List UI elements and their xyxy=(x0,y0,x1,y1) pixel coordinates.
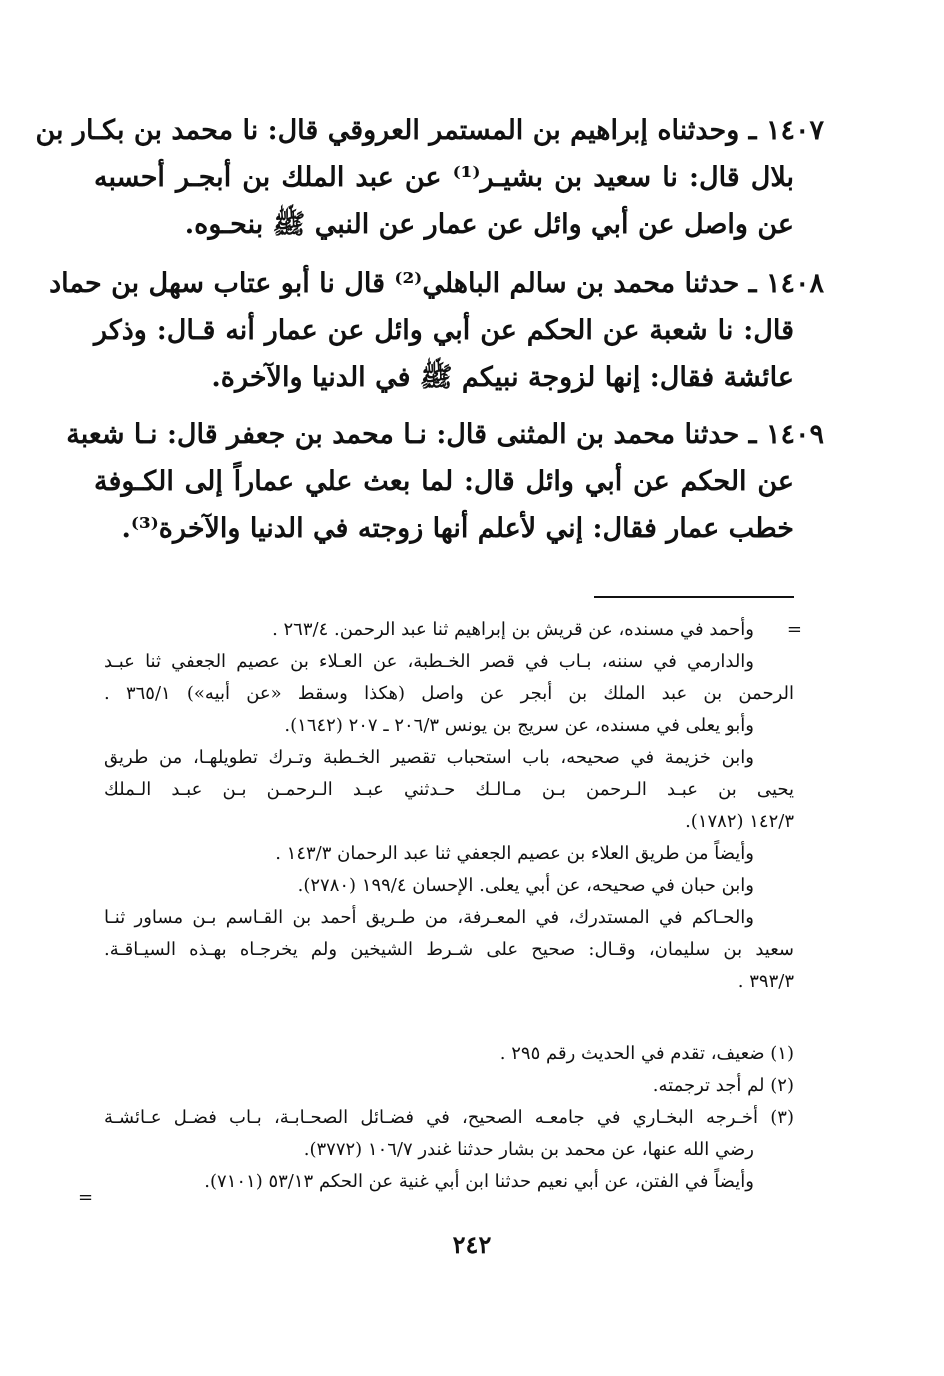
footnote-3-line: رضي الله عنها، عن محمد بن بشار حدثنا غندر ١٠٦/٧ (٣٧٧٢). xyxy=(303,1139,754,1160)
footnote-line: سعيد بن سليمان، وقـال: صحيح على شـرط الشيخين ولم يخرجـاه بهـذه السيـاقـة. xyxy=(104,939,794,960)
hadith-line: ١٤٠٩ ـ حدثنا محمد بن المثنى قال: نـا محمد بن جعفر قال: نـا شعبة xyxy=(66,419,824,450)
footnote-line: والدارمي في سننه، بـاب في قصر الخـطبة، عن العـلاء بن عصيم الجعفي ثنا عبـد xyxy=(104,651,754,672)
footnote-line: الرحمن بن عبد الملك بن أبجر عن واصل (هكذا وسقط «عن أبيه») ٣٦٥/١ . xyxy=(104,683,794,704)
footnote-line: وأيضاً من طريق العلاء بن عصيم الجعفي ثنا عبد الرحمان ١٤٣/٣ . xyxy=(275,843,754,864)
footnote-line: وابن حبان في صحيحه، عن أبي يعلى. الإحسان ١٩٩/٤ (٢٧٨٠). xyxy=(297,875,754,896)
hadith-line: ١٤٠٧ ـ وحدثناه إبراهيم بن المستمر العروقي قال: نا محمد بن بكـار بن xyxy=(35,115,824,146)
footnote-line: وأحمد في مسنده، عن قريش بن إبراهيم ثنا عبد الرحمن. ٢٦٣/٤ . xyxy=(272,619,754,640)
hadith-line: قال: نا شعبة عن الحكم عن أبي وائل عن عمار أنه قـال: وذكر xyxy=(94,315,794,346)
footnote-line: يحيى بن عبـد الـرحمن بـن مـالـك حـدثني عبـد الـرحمـن بـن عبـد الـملك xyxy=(104,779,794,800)
footnote-2: (٢) لم أجد ترجمته. xyxy=(652,1075,794,1096)
hadith-line: خطب عمار فقال: إني لأعلم أنها زوجته في الدنيا والآخرة⁽³⁾. xyxy=(121,513,794,544)
footnote-3-line: وأيضاً في الفتن، عن أبي نعيم حدثنا ابن أبي غنية عن الحكم ٥٣/١٣ (٧١٠١). xyxy=(204,1171,754,1192)
hadith-line: عن واصل عن أبي وائل عن عمار عن النبي ﷺ بنحـوه. xyxy=(184,209,794,240)
footnote-3: (٣) أخـرجه البخـاري في جامعـه الصحيح، في فضـائل الصحـابـة، بـاب فضـل عـائشـة xyxy=(104,1107,794,1128)
footnote-separator xyxy=(594,596,794,598)
hadith-line: بلال قال: نا سعيد بن بشيـر⁽¹⁾ عن عبد الملك بن أبجـر أحسبه xyxy=(94,162,794,193)
footnotes xyxy=(104,1038,794,1198)
hadith-1407 xyxy=(35,107,824,248)
page-number: ٢٤٢ xyxy=(452,1230,492,1259)
footnote-continuation xyxy=(104,614,794,998)
continuation-marker: = xyxy=(786,619,802,640)
footnote-line: والحـاكم في المستدرك، في المعـرفة، من طـريق أحمد بن القـاسم بـن مساور ثنـا xyxy=(104,907,754,928)
hadith-line: عن الحكم عن أبي وائل قال: لما بعث علي عماراً إلى الكـوفة xyxy=(94,466,794,497)
trailing-continuation-marker: = xyxy=(78,1187,94,1208)
hadith-line: ١٤٠٨ ـ حدثنا محمد بن سالم الباهلي⁽²⁾ قال نا أبو عتاب سهل بن حماد xyxy=(49,268,824,299)
hadith-1409 xyxy=(66,411,824,552)
hadith-line: عائشة فقال: إنها لزوجة نبيكم ﷺ في الدنيا والآخرة. xyxy=(211,362,794,393)
hadith-1408 xyxy=(49,260,824,401)
footnote-1: (١) ضعيف، تقدم في الحديث رقم ٢٩٥ . xyxy=(499,1043,794,1064)
footnote-line: وأبو يعلى في مسنده، عن سريج بن يونس ٢٠٦/٣ ـ ٢٠٧ (١٦٤٢). xyxy=(284,715,754,736)
footnote-line: ١٤٢/٣ (١٧٨٢). xyxy=(685,811,794,832)
footnote-line: وابن خزيمة في صحيحه، باب استحباب تقصير الخـطبة وتـرك تطويلهـا، من طريق xyxy=(104,747,754,768)
footnote-line: ٣٩٣/٣ . xyxy=(737,971,794,992)
